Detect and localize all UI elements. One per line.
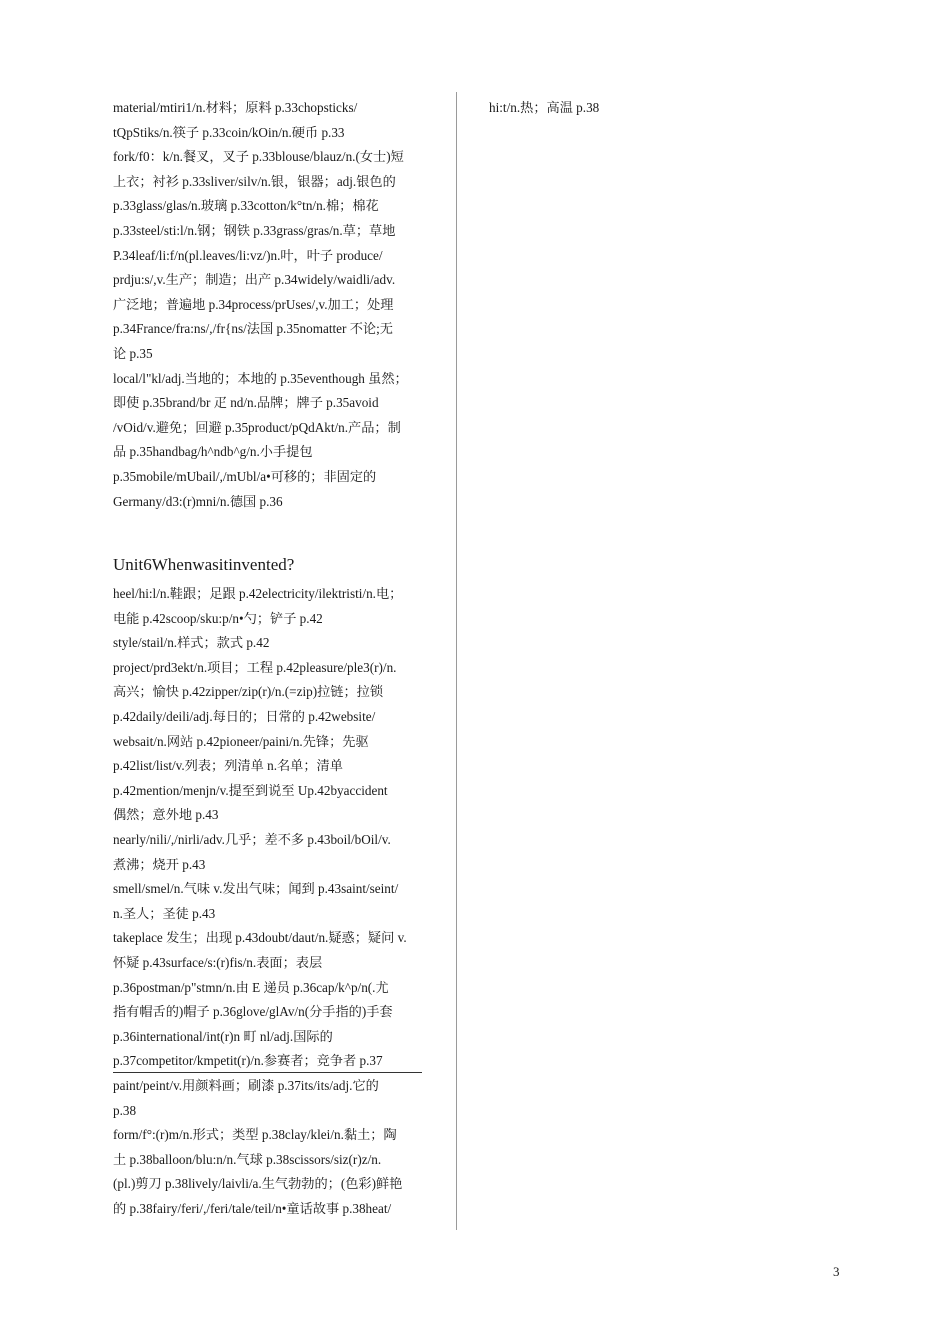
text-line: 电能 p.42scoop/sku:p/n•勺；铲子 p.42: [113, 610, 323, 626]
text-line: p.33glass/glas/n.玻璃 p.33cotton/k°tn/n.棉；棉花: [113, 198, 379, 214]
text-line: form/f°:(r)m/n.形式；类型 p.38clay/klei/n.黏土；陶: [113, 1127, 397, 1143]
text-line: hi:t/n.热；高温 p.38: [489, 100, 600, 115]
vocab-block-continued: [113, 1074, 425, 1222]
vocab-block-unit5: [113, 96, 425, 514]
left-column: [113, 96, 425, 1222]
text-line: 品 p.35handbag/h^ndb^g/n.小手提包: [113, 444, 313, 460]
text-line: 广泛地；普遍地 p.34process/prUses/,v.加工；处理: [113, 296, 394, 312]
text-line: p.35mobile/mUbail/,/mUbl/a•可移的；非固定的: [113, 468, 377, 484]
text-line: 煮沸；烧开 p.43: [113, 856, 206, 872]
text-line: p.36international/int(r)n 町 nl/adj.国际的: [113, 1028, 333, 1044]
text-line: paint/peint/v.用颜料画；刷漆 p.37its/its/adj.它的: [113, 1077, 379, 1093]
text-line: 怀疑 p.43surface/s:(r)fis/n.表面；表层: [113, 955, 323, 970]
text-line: 指有帽舌的)帽子 p.36glove/glAv/n(分手指的)手套: [113, 1004, 393, 1020]
text-line: 论 p.35: [113, 345, 153, 361]
column-divider: [456, 92, 457, 1230]
text-line: 的 p.38fairy/feri/,/feri/tale/teil/n•童话故事 p.38heat/: [113, 1200, 392, 1216]
right-column: [489, 96, 819, 121]
section-gap: [113, 514, 425, 542]
text-line: local/l"kl/adj.当地的；本地的 p.35eventhough 虽然；: [113, 370, 408, 386]
text-line: 土 p.38balloon/blu:n/n.气球 p.38scissors/siz(r)z/n.: [113, 1151, 382, 1167]
text-line: p.37competitor/kmpetit(r)/n.参赛者；竞争者 p.37: [113, 1053, 383, 1069]
text-line: websait/n.网站 p.42pioneer/paini/n.先锋；先驱: [113, 733, 369, 749]
text-line: prdju:s/,v.生产；制造；出产 p.34widely/waidli/adv.: [113, 272, 396, 288]
text-line: p.42mention/menjn/v.提至到说至 Up.42byaccident: [113, 782, 388, 798]
vocab-block-right: [489, 96, 819, 121]
text-line: fork/f0：k/n.餐叉，叉子 p.33blouse/blauz/n.(女士)短: [113, 149, 404, 165]
text-line: 上衣；衬衫 p.33sliver/silv/n.银，银器；adj.银色的: [113, 173, 396, 189]
text-line: p.38: [113, 1102, 137, 1118]
text-line: 高兴；愉快 p.42zipper/zip(r)/n.(=zip)拉链；拉锁: [113, 684, 384, 700]
text-line: project/prd3ekt/n.项目；工程 p.42pleasure/ple3(r)/n.: [113, 659, 397, 675]
vocab-block-unit6: [113, 582, 425, 1074]
text-line: p.42list/list/v.列表；列清单 n.名单；清单: [113, 758, 343, 774]
text-line: (pl.)剪刀 p.38lively/laivli/a.生气勃勃的；(色彩)鲜艳: [113, 1176, 403, 1192]
text-line: heel/hi:l/n.鞋跟；足跟 p.42electricity/ilektristi/n.电；: [113, 586, 403, 602]
text-line: 偶然；意外地 p.43: [113, 807, 219, 823]
text-line: p.42daily/deili/adj.每日的；日常的 p.42website/: [113, 709, 376, 725]
unit-heading: Unit6Whenwasitinvented?: [113, 555, 295, 575]
text-line: takeplace 发生；出现 p.43doubt/daut/n.疑惑；疑问 v.: [113, 930, 407, 946]
text-line: smell/smel/n.气味 v.发出气味；闻到 p.43saint/seint/: [113, 881, 399, 897]
text-line: Germany/d3:(r)mni/n.德国 p.36: [113, 493, 283, 509]
text-line: 即使 p.35brand/br 疋 nd/n.品牌；牌子 p.35avoid: [113, 395, 379, 411]
page-number: 3: [833, 1264, 840, 1279]
text-line: /vOid/v.避免；回避 p.35product/pQdAkt/n.产品；制: [113, 419, 401, 435]
text-line: p.33steel/sti:l/n.钢；钢铁 p.33grass/gras/n.草；草地: [113, 222, 396, 238]
text-line: P.34leaf/li:f/n(pl.leaves/li:vz/)n.叶，叶子 produce/: [113, 247, 383, 263]
text-line: p.36postman/p"stmn/n.由 E 递员 p.36cap/k^p/n(.尤: [113, 979, 389, 995]
text-line: p.34France/fra:ns/,/fr{ns/法国 p.35nomatter 不论;无: [113, 321, 393, 337]
text-line: style/stail/n.样式；款式 p.42: [113, 635, 270, 651]
text-line: nearly/nili/,/nirli/adv.几乎；差不多 p.43boil/bOil/v.: [113, 832, 391, 848]
text-line: material/mtiri1/n.材料；原料 p.33chopsticks/: [113, 100, 358, 115]
text-line: n.圣人；圣徒 p.43: [113, 905, 216, 921]
text-line: tQpStiks/n.筷子 p.33coin/kOin/n.硬币 p.33: [113, 124, 345, 140]
